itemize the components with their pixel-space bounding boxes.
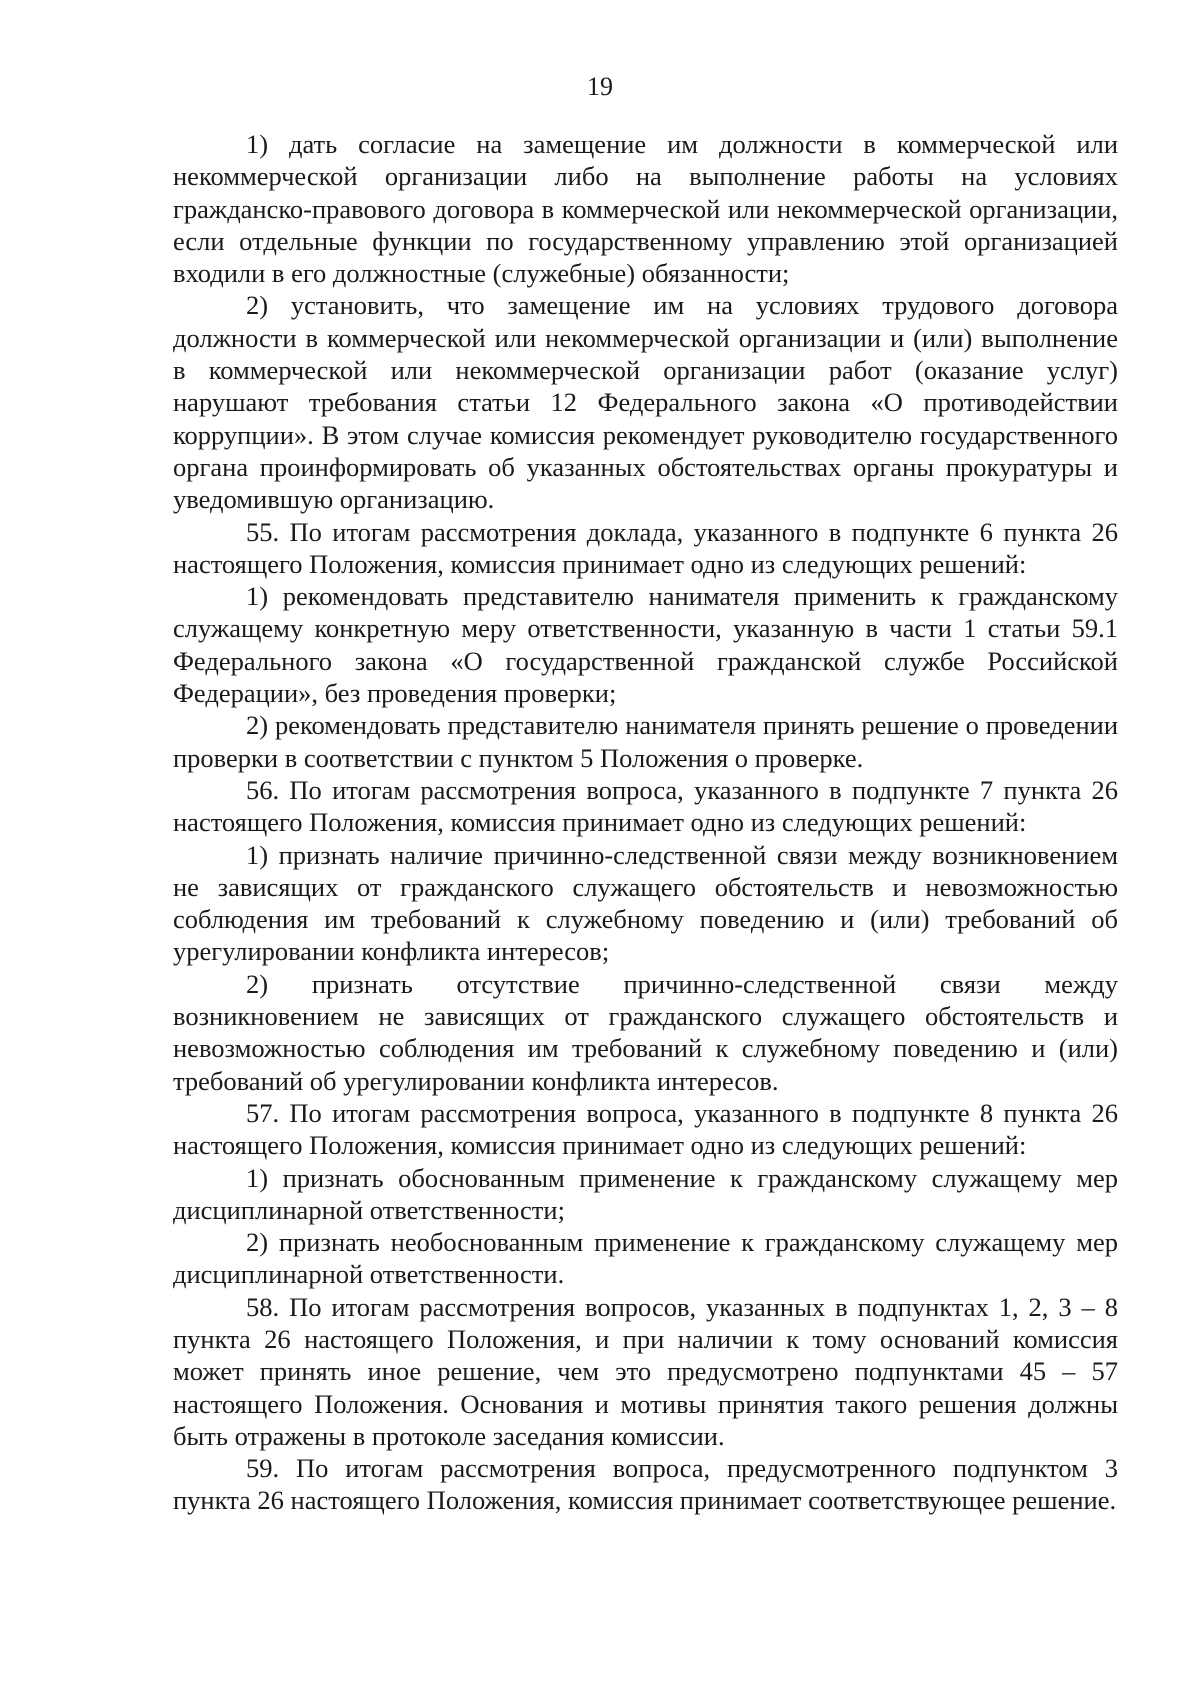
paragraph-57-item-2: 2) признать необоснованным применение к гражданскому служащему мер дисциплинарной ответственности. <box>173 1227 1118 1290</box>
paragraph-56: 56. По итогам рассмотрения вопроса, указанного в подпункте 7 пункта 26 настоящего Положения, комиссия принимает одно из следующих решений: <box>173 774 1118 838</box>
page-number: 19 <box>587 72 613 101</box>
paragraph-59: 59. По итогам рассмотрения вопроса, предусмотренного подпунктом 3 пункта 26 настоящего Положения, комиссия принимает соответствующее решение. <box>173 1453 1118 1516</box>
paragraph-56-item-2: 2) признать отсутствие причинно-следственной связи между возникновением не зависящих от гражданского служащего обстоятельств и невозможностью соблюдения им требований к служебному поведению и (или) требований об урегулировании конфликта интересов. <box>173 968 1118 1096</box>
paragraph-58: 58. По итогам рассмотрения вопросов, указанных в подпунктах 1, 2, 3 – 8 пункта 26 настоящего Положения, и при наличии к тому оснований комиссия может принять иное решение, чем это предусмотрено подпунктами 45 – 57 настоящего Положения. Основания и мотивы принятия такого решения должны быть отражены в протоколе заседания комиссии. <box>173 1291 1118 1451</box>
paragraph-item-1-consent: 1) дать согласие на замещение им должности в коммерческой или некоммерческой организации либо на выполнение работы на условиях гражданско-правового договора в коммерческой или некоммерческой организации, если отдельные функции по государственному управлению этой организацией входили в его должностные (служебные) обязанности; <box>173 129 1118 289</box>
paragraph-56-item-1: 1) признать наличие причинно-следственной связи между возникновением не зависящих от гражданского служащего обстоятельств и невозможностью соблюдения им требований к служебному поведению и (или) требований об урегулировании конфликта интересов; <box>173 839 1118 967</box>
paragraph-57-item-1: 1) признать обоснованным применение к гражданскому служащему мер дисциплинарной ответственности; <box>173 1162 1118 1225</box>
paragraph-55-item-2: 2) рекомендовать представителю нанимателя принять решение о проведении проверки в соответствии с пунктом 5 Положения о проверке. <box>173 710 1118 773</box>
paragraph-item-2-violation: 2) установить, что замещение им на условиях трудового договора должности в коммерческой или некоммерческой организации и (или) выполнение в коммерческой или некоммерческой организации работ (оказание услуг) нарушают требования статьи 12 Федерального закона «О противодействии коррупции». В этом случае комиссия рекомендует руководителю государственного органа проинформировать об указанных обстоятельствах органы прокуратуры и уведомившую организацию. <box>173 290 1118 515</box>
document-body <box>173 128 1118 1517</box>
paragraph-57: 57. По итогам рассмотрения вопроса, указанного в подпункте 8 пункта 26 настоящего Положения, комиссия принимает одно из следующих решений: <box>173 1097 1118 1161</box>
paragraph-55-item-1: 1) рекомендовать представителю нанимателя применить к гражданскому служащему конкретную меру ответственности, указанную в части 1 статьи 59.1 Федерального закона «О государственной гражданской службе Российской Федерации», без проведения проверки; <box>173 581 1118 709</box>
paragraph-55: 55. По итогам рассмотрения доклада, указанного в подпункте 6 пункта 26 настоящего Положения, комиссия принимает одно из следующих решений: <box>173 516 1118 579</box>
